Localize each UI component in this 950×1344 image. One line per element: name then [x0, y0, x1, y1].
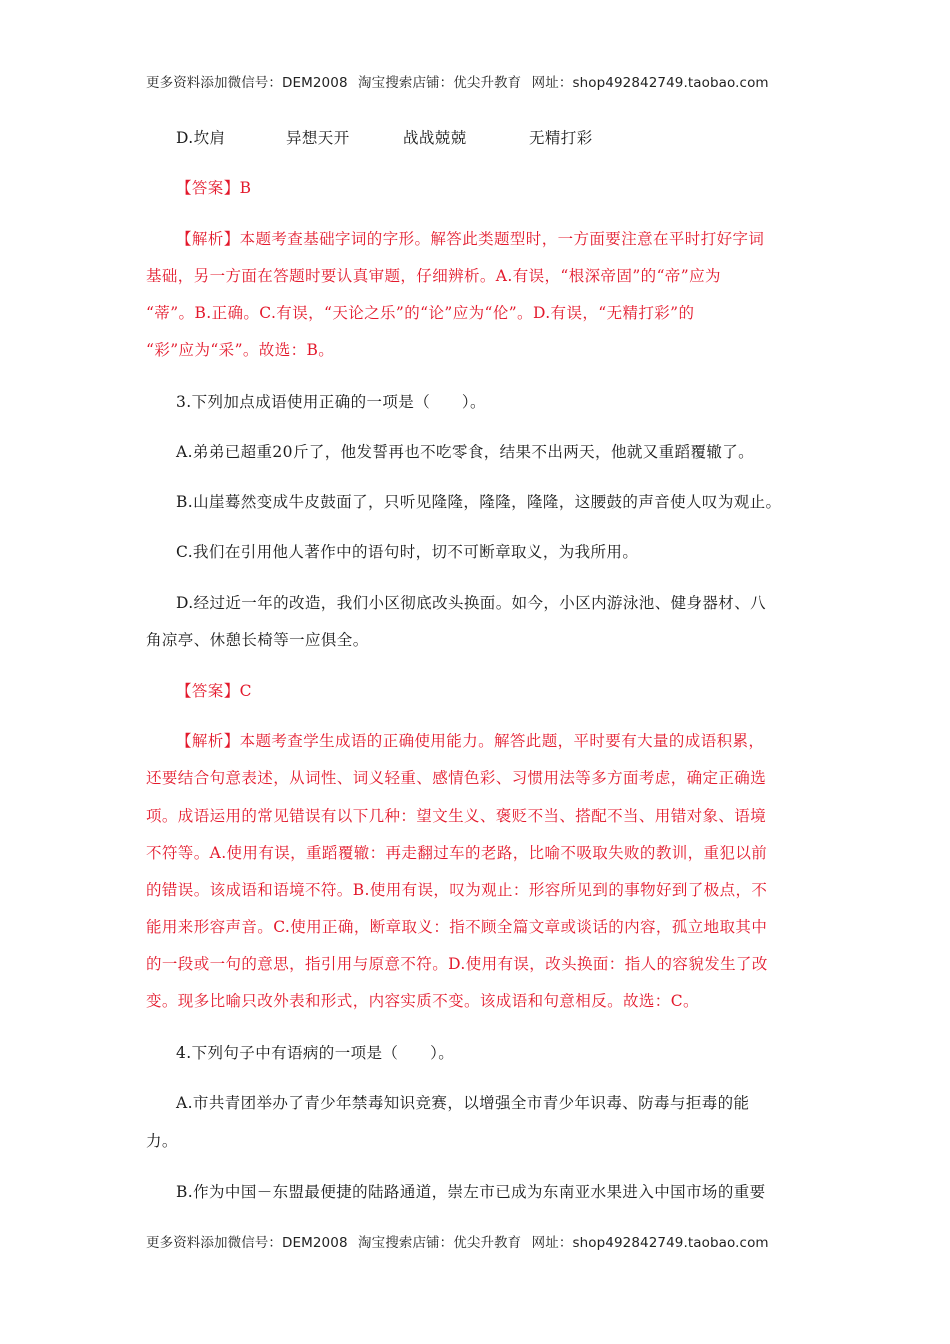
q3-analysis-line: 项。成语运用的常见错误有以下几种：望文生义、褒贬不当、搭配不当、用错对象、语境 [146, 807, 767, 825]
q2-option-d-word2: 异想天开 [286, 129, 350, 147]
q2-analysis-line: 基础，另一方面在答题时要认真审题，仔细辨析。A.有误，“根深帝固”的“帝”应为 [146, 267, 721, 285]
q3-analysis-line: 的一段或一句的意思，指引用与原意不符。D.使用有误，改头换面：指人的容貌发生了改 [146, 955, 768, 973]
header-shop: 淘宝搜索店铺：优尖升教育 [358, 75, 522, 91]
header-wechat: 更多资料添加微信号：DEM2008 [146, 75, 348, 91]
q3-option-d-line1: D.经过近一年的改造，我们小区彻底改头换面。如今，小区内游泳池、健身器材、八 [176, 594, 767, 612]
q2-option-d [176, 128, 838, 148]
q2-answer: 【答案】B [176, 179, 252, 197]
footer-shop: 淘宝搜索店铺：优尖升教育 [358, 1235, 522, 1251]
q3-analysis-line: 还要结合句意表述，从词性、词义轻重、感情色彩、习惯用法等多方面考虑，确定正确选 [146, 769, 767, 787]
page-header [146, 71, 775, 91]
page-footer [146, 1231, 775, 1251]
q2-analysis-line: 【解析】本题考查基础字词的字形。解答此类题型时，一方面要注意在平时打好字词 [176, 230, 765, 248]
q3-option-b: B.山崖蓦然变成牛皮鼓面了，只听见隆隆，隆隆，隆隆，这腰鼓的声音使人叹为观止。 [176, 493, 782, 511]
q4-stem: 4.下列句子中有语病的一项是（ ）。 [176, 1044, 455, 1062]
q3-analysis-line: 【解析】本题考查学生成语的正确使用能力。解答此题，平时要有大量的成语积累， [176, 732, 765, 750]
footer-wechat: 更多资料添加微信号：DEM2008 [146, 1235, 348, 1251]
q3-option-a: A.弟弟已超重20斤了，他发誓再也不吃零食，结果不出两天，他就又重蹈覆辙了。 [176, 443, 755, 461]
q2-option-d-label: D.坎肩 [176, 129, 226, 147]
q3-option-c: C.我们在引用他人著作中的语句时，切不可断章取义，为我所用。 [176, 543, 639, 561]
q3-analysis-line: 不符等。A.使用有误，重蹈覆辙：再走翻过车的老路，比喻不吸取失败的教训，重犯以前 [146, 844, 768, 862]
q2-option-d-word4: 无精打彩 [529, 129, 593, 147]
q2-analysis-line: “蒂”。B.正确。C.有误，“天论之乐”的“论”应为“伦”。D.有误，“无精打彩”的 [146, 304, 695, 322]
footer-url: 网址：shop492842749.taobao.com [531, 1235, 769, 1251]
q3-analysis-line: 变。现多比喻只改外表和形式，内容实质不变。该成语和句意相反。故选：C。 [146, 992, 699, 1010]
q3-analysis-line: 能用来形容声音。C.使用正确，断章取义：指不顾全篇文章或谈话的内容，孤立地取其中 [146, 918, 768, 936]
q2-option-d-word3: 战战兢兢 [403, 129, 467, 147]
q4-option-b-line1: B.作为中国－东盟最便捷的陆路通道，崇左市已成为东南亚水果进入中国市场的重要 [176, 1183, 766, 1201]
q4-option-a-line1: A.市共青团举办了青少年禁毒知识竞赛，以增强全市青少年识毒、防毒与拒毒的能 [176, 1094, 750, 1112]
q3-stem: 3.下列加点成语使用正确的一项是（ ）。 [176, 393, 486, 411]
q3-analysis-line: 的错误。该成语和语境不符。B.使用有误，叹为观止：形容所见到的事物好到了极点，不 [146, 881, 768, 899]
q2-analysis-line: “彩”应为“采”。故选：B。 [146, 341, 335, 359]
q3-option-d-line2: 角凉亭、休憩长椅等一应俱全。 [146, 631, 369, 649]
q4-option-a-line2: 力。 [146, 1132, 178, 1150]
q3-answer: 【答案】C [176, 682, 252, 700]
header-url: 网址：shop492842749.taobao.com [531, 75, 769, 91]
